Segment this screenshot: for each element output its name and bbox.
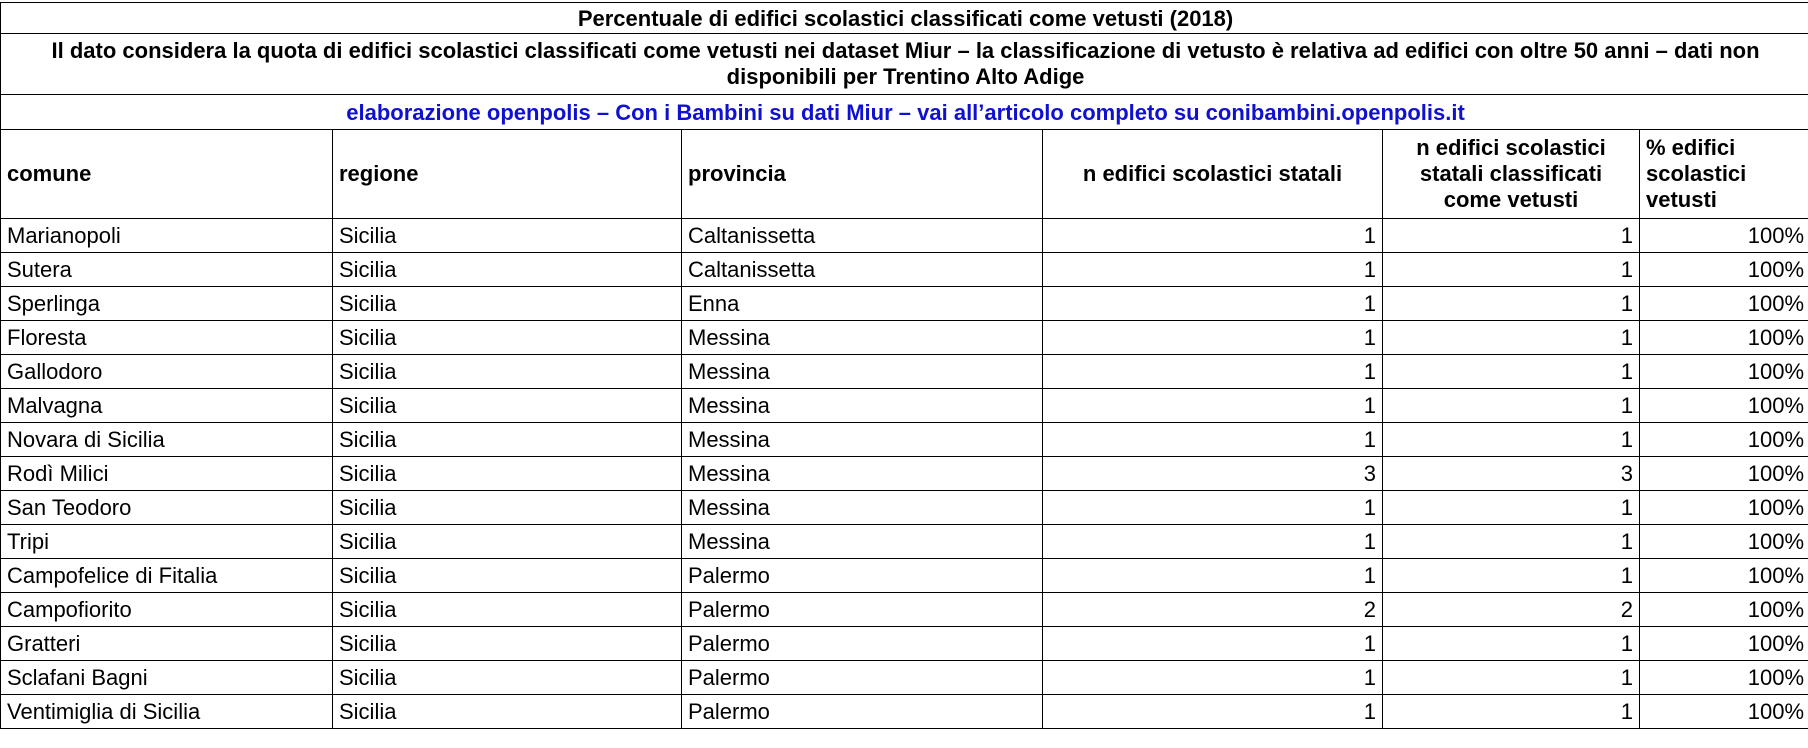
table-row (1, 287, 1808, 321)
cell-n-edifici[interactable]: 1 (1043, 695, 1383, 729)
cell-provincia[interactable]: Palermo (682, 627, 1043, 661)
cell-n-vetusti[interactable]: 1 (1383, 695, 1640, 729)
cell-n-edifici[interactable]: 3 (1043, 457, 1383, 491)
header-n-edifici[interactable]: n edifici scolastici statali (1043, 130, 1383, 219)
cell-regione[interactable]: Sicilia (333, 593, 682, 627)
cell-provincia[interactable]: Messina (682, 423, 1043, 457)
header-pct-vetusti[interactable]: % edifici scolastici vetusti (1640, 130, 1808, 219)
cell-regione[interactable]: Sicilia (333, 491, 682, 525)
cell-n-edifici[interactable]: 1 (1043, 559, 1383, 593)
cell-provincia[interactable]: Messina (682, 491, 1043, 525)
table-row (1, 627, 1808, 661)
cell-n-vetusti[interactable]: 1 (1383, 491, 1640, 525)
table-row (1, 525, 1808, 559)
cell-regione[interactable]: Sicilia (333, 389, 682, 423)
table-row (1, 423, 1808, 457)
cell-n-vetusti[interactable]: 1 (1383, 321, 1640, 355)
table-row (1, 389, 1808, 423)
cell-comune[interactable]: Floresta (1, 321, 333, 355)
cell-comune[interactable]: Rodì Milici (1, 457, 333, 491)
cell-pct-vetusti[interactable]: 100% (1640, 559, 1808, 593)
cell-n-edifici[interactable]: 1 (1043, 321, 1383, 355)
cell-comune[interactable]: Campofiorito (1, 593, 333, 627)
cell-n-edifici[interactable]: 1 (1043, 355, 1383, 389)
table-description[interactable]: Il dato considera la quota di edifici scolastici classificati come vetusti nei dataset Miur – la classificazione di vetusto è relativa ad edifici con oltre 50 anni – dati non disponibili per Trentino Alto Adige (1, 34, 1808, 95)
cell-pct-vetusti[interactable]: 100% (1640, 695, 1808, 729)
cell-n-edifici[interactable]: 1 (1043, 423, 1383, 457)
cell-provincia[interactable]: Enna (682, 287, 1043, 321)
cell-provincia[interactable]: Palermo (682, 593, 1043, 627)
cell-pct-vetusti[interactable]: 100% (1640, 253, 1808, 287)
cell-provincia[interactable]: Messina (682, 525, 1043, 559)
cell-pct-vetusti[interactable]: 100% (1640, 389, 1808, 423)
cell-provincia[interactable]: Palermo (682, 559, 1043, 593)
cell-pct-vetusti[interactable]: 100% (1640, 525, 1808, 559)
title-row (1, 3, 1808, 34)
cell-comune[interactable]: Sperlinga (1, 287, 333, 321)
cell-regione[interactable]: Sicilia (333, 695, 682, 729)
cell-regione[interactable]: Sicilia (333, 287, 682, 321)
header-provincia[interactable]: provincia (682, 130, 1043, 219)
cell-provincia[interactable]: Palermo (682, 695, 1043, 729)
cell-regione[interactable]: Sicilia (333, 661, 682, 695)
header-row (1, 130, 1808, 219)
cell-pct-vetusti[interactable]: 100% (1640, 491, 1808, 525)
cell-provincia[interactable]: Palermo (682, 661, 1043, 695)
cell-regione[interactable]: Sicilia (333, 355, 682, 389)
cell-n-vetusti[interactable]: 1 (1383, 287, 1640, 321)
table-row (1, 355, 1808, 389)
table-title[interactable]: Percentuale di edifici scolastici classificati come vetusti (2018) (1, 3, 1808, 34)
cell-n-edifici[interactable]: 1 (1043, 627, 1383, 661)
cell-provincia[interactable]: Messina (682, 355, 1043, 389)
cell-n-edifici[interactable]: 1 (1043, 219, 1383, 253)
table-body (1, 219, 1808, 729)
table-row (1, 491, 1808, 525)
cell-n-vetusti[interactable]: 1 (1383, 219, 1640, 253)
table-row (1, 321, 1808, 355)
cell-comune[interactable]: Novara di Sicilia (1, 423, 333, 457)
cell-n-edifici[interactable]: 1 (1043, 287, 1383, 321)
cell-pct-vetusti[interactable]: 100% (1640, 219, 1808, 253)
table-row (1, 559, 1808, 593)
cell-n-edifici[interactable]: 1 (1043, 389, 1383, 423)
cell-comune[interactable]: Marianopoli (1, 219, 333, 253)
cell-comune[interactable]: Sutera (1, 253, 333, 287)
cell-n-edifici[interactable]: 2 (1043, 593, 1383, 627)
cell-comune[interactable]: Ventimiglia di Sicilia (1, 695, 333, 729)
cell-n-edifici[interactable]: 1 (1043, 253, 1383, 287)
header-regione[interactable]: regione (333, 130, 682, 219)
cell-comune[interactable]: Sclafani Bagni (1, 661, 333, 695)
credit-row (1, 95, 1808, 130)
cell-n-vetusti[interactable]: 1 (1383, 389, 1640, 423)
cell-n-edifici[interactable]: 1 (1043, 525, 1383, 559)
cell-n-vetusti[interactable]: 1 (1383, 253, 1640, 287)
table-row (1, 219, 1808, 253)
cell-n-vetusti[interactable]: 1 (1383, 627, 1640, 661)
cell-pct-vetusti[interactable]: 100% (1640, 423, 1808, 457)
cell-pct-vetusti[interactable]: 100% (1640, 593, 1808, 627)
table-row (1, 457, 1808, 491)
cell-pct-vetusti[interactable]: 100% (1640, 355, 1808, 389)
cell-pct-vetusti[interactable]: 100% (1640, 661, 1808, 695)
cell-regione[interactable]: Sicilia (333, 627, 682, 661)
cell-comune[interactable]: San Teodoro (1, 491, 333, 525)
cell-provincia[interactable]: Caltanissetta (682, 253, 1043, 287)
cell-n-vetusti[interactable]: 3 (1383, 457, 1640, 491)
cell-regione[interactable]: Sicilia (333, 457, 682, 491)
cell-regione[interactable]: Sicilia (333, 559, 682, 593)
cell-comune[interactable]: Malvagna (1, 389, 333, 423)
cell-n-vetusti[interactable]: 1 (1383, 559, 1640, 593)
data-table (0, 2, 1808, 729)
cell-provincia[interactable]: Messina (682, 321, 1043, 355)
cell-n-vetusti[interactable]: 1 (1383, 355, 1640, 389)
cell-regione[interactable]: Sicilia (333, 525, 682, 559)
cell-n-vetusti[interactable]: 2 (1383, 593, 1640, 627)
cell-regione[interactable]: Sicilia (333, 253, 682, 287)
cell-n-vetusti[interactable]: 1 (1383, 661, 1640, 695)
cell-provincia[interactable]: Caltanissetta (682, 219, 1043, 253)
cell-n-edifici[interactable]: 1 (1043, 661, 1383, 695)
cell-regione[interactable]: Sicilia (333, 321, 682, 355)
table-row (1, 253, 1808, 287)
source-credit-link[interactable]: elaborazione openpolis – Con i Bambini su dati Miur – vai all’articolo completo su conibambini.openpolis.it (1, 95, 1808, 130)
header-n-vetusti[interactable]: n edifici scolastici statali classificati come vetusti (1383, 130, 1640, 219)
cell-n-vetusti[interactable]: 1 (1383, 423, 1640, 457)
cell-comune[interactable]: Gallodoro (1, 355, 333, 389)
cell-comune[interactable]: Gratteri (1, 627, 333, 661)
table-row (1, 593, 1808, 627)
cell-n-edifici[interactable]: 1 (1043, 491, 1383, 525)
table-row (1, 661, 1808, 695)
cell-regione[interactable]: Sicilia (333, 219, 682, 253)
cell-regione[interactable]: Sicilia (333, 423, 682, 457)
cell-n-vetusti[interactable]: 1 (1383, 525, 1640, 559)
cell-pct-vetusti[interactable]: 100% (1640, 321, 1808, 355)
table-row (1, 695, 1808, 729)
cell-provincia[interactable]: Messina (682, 389, 1043, 423)
cell-comune[interactable]: Campofelice di Fitalia (1, 559, 333, 593)
cell-pct-vetusti[interactable]: 100% (1640, 287, 1808, 321)
cell-pct-vetusti[interactable]: 100% (1640, 627, 1808, 661)
cell-provincia[interactable]: Messina (682, 457, 1043, 491)
cell-comune[interactable]: Tripi (1, 525, 333, 559)
description-row (1, 34, 1808, 95)
cell-pct-vetusti[interactable]: 100% (1640, 457, 1808, 491)
header-comune[interactable]: comune (1, 130, 333, 219)
